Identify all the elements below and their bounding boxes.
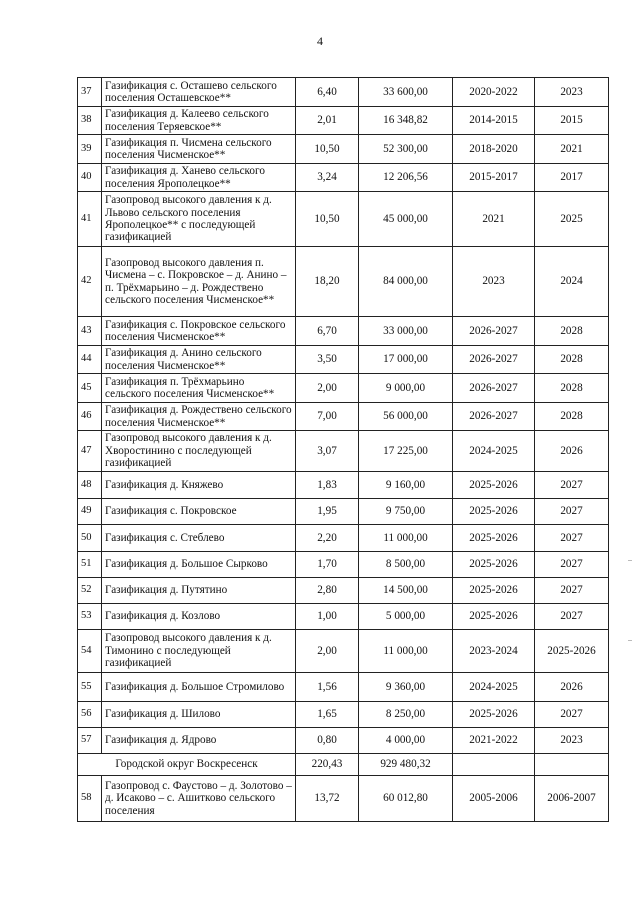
row-year: 2028 xyxy=(535,374,609,403)
row-name: Газификация с. Покровское xyxy=(102,499,296,525)
table-row xyxy=(78,552,609,578)
row-name: Газификация д. Рождествено сельского поселения Чисменское** xyxy=(102,403,296,431)
row-name: Газификация с. Стеблево xyxy=(102,525,296,552)
row-cost: 17 225,00 xyxy=(359,431,453,472)
row-name: Газификация д. Козлово xyxy=(102,604,296,630)
table-row xyxy=(78,472,609,499)
row-length: 1,65 xyxy=(296,702,359,728)
row-length: 2,00 xyxy=(296,630,359,673)
row-cost: 14 500,00 xyxy=(359,578,453,604)
subtotal-row xyxy=(78,754,609,776)
row-period: 2026-2027 xyxy=(453,346,535,374)
row-period: 2021 xyxy=(453,192,535,247)
row-length: 10,50 xyxy=(296,192,359,247)
row-name: Газопровод высокого давления к д. Тимонино с последующей газификацией xyxy=(102,630,296,673)
row-number: 48 xyxy=(78,472,102,499)
row-year: 2006-2007 xyxy=(535,776,609,822)
row-cost: 12 206,56 xyxy=(359,164,453,192)
table-row xyxy=(78,135,609,164)
row-period: 2025-2026 xyxy=(453,578,535,604)
row-number: 39 xyxy=(78,135,102,164)
row-name: Газификация д. Ханево сельского поселения Ярополецкое** xyxy=(102,164,296,192)
row-name: Газопровод высокого давления п. Чисмена – с. Покровское – д. Анино – п. Трёхмарьино – д. Рождествено сельского поселения Чисменское** xyxy=(102,247,296,317)
table-row xyxy=(78,525,609,552)
row-number: 38 xyxy=(78,107,102,135)
table-row xyxy=(78,317,609,346)
row-length: 0,80 xyxy=(296,728,359,754)
row-number: 40 xyxy=(78,164,102,192)
table-row xyxy=(78,247,609,317)
row-number: 51 xyxy=(78,552,102,578)
row-name: Газопровод высокого давления к д. Хворостинино с последующей газификацией xyxy=(102,431,296,472)
row-name: Газификация с. Осташево сельского поселения Осташевское** xyxy=(102,78,296,107)
row-number: 53 xyxy=(78,604,102,630)
row-number: 46 xyxy=(78,403,102,431)
row-length: 6,40 xyxy=(296,78,359,107)
row-period: 2025-2026 xyxy=(453,702,535,728)
row-cost: 56 000,00 xyxy=(359,403,453,431)
row-cost: 8 500,00 xyxy=(359,552,453,578)
table-row xyxy=(78,630,609,673)
row-cost: 9 360,00 xyxy=(359,673,453,702)
subtotal-period-empty xyxy=(453,754,535,776)
row-length: 13,72 xyxy=(296,776,359,822)
row-period: 2024-2025 xyxy=(453,673,535,702)
row-number: 45 xyxy=(78,374,102,403)
row-number: 43 xyxy=(78,317,102,346)
table-row xyxy=(78,346,609,374)
row-cost: 9 000,00 xyxy=(359,374,453,403)
row-number: 44 xyxy=(78,346,102,374)
row-length: 10,50 xyxy=(296,135,359,164)
row-length: 1,83 xyxy=(296,472,359,499)
row-cost: 9 750,00 xyxy=(359,499,453,525)
row-length: 1,95 xyxy=(296,499,359,525)
table-row xyxy=(78,702,609,728)
row-name: Газификация д. Путятино xyxy=(102,578,296,604)
row-year: 2025 xyxy=(535,192,609,247)
row-name: Газификация д. Калеево сельского поселения Теряевское** xyxy=(102,107,296,135)
row-cost: 11 000,00 xyxy=(359,525,453,552)
scan-edge-mark xyxy=(628,640,632,641)
row-year: 2024 xyxy=(535,247,609,317)
row-cost: 16 348,82 xyxy=(359,107,453,135)
row-year: 2028 xyxy=(535,317,609,346)
row-cost: 17 000,00 xyxy=(359,346,453,374)
row-period: 2026-2027 xyxy=(453,403,535,431)
row-number: 52 xyxy=(78,578,102,604)
row-length: 1,00 xyxy=(296,604,359,630)
row-name: Газопровод с. Фаустово – д. Золотово – д. Исаково – с. Ашитково сельского поселения xyxy=(102,776,296,822)
table-body xyxy=(78,78,609,754)
row-period: 2021-2022 xyxy=(453,728,535,754)
row-period: 2025-2026 xyxy=(453,499,535,525)
row-number: 58 xyxy=(78,776,102,822)
row-number: 57 xyxy=(78,728,102,754)
row-number: 50 xyxy=(78,525,102,552)
row-period: 2026-2027 xyxy=(453,374,535,403)
row-length: 3,50 xyxy=(296,346,359,374)
row-year: 2023 xyxy=(535,78,609,107)
row-number: 55 xyxy=(78,673,102,702)
row-name: Газификация д. Большое Стромилово xyxy=(102,673,296,702)
table-row xyxy=(78,192,609,247)
row-length: 2,00 xyxy=(296,374,359,403)
row-cost: 8 250,00 xyxy=(359,702,453,728)
row-year: 2027 xyxy=(535,552,609,578)
row-name: Газификация п. Трёхмарьино сельского поселения Чисменское** xyxy=(102,374,296,403)
table-row xyxy=(78,673,609,702)
row-length: 1,70 xyxy=(296,552,359,578)
row-period: 2023-2024 xyxy=(453,630,535,673)
row-number: 37 xyxy=(78,78,102,107)
row-year: 2026 xyxy=(535,431,609,472)
row-number: 47 xyxy=(78,431,102,472)
row-year: 2023 xyxy=(535,728,609,754)
row-name: Газификация д. Большое Сырково xyxy=(102,552,296,578)
row-year: 2027 xyxy=(535,604,609,630)
row-period: 2025-2026 xyxy=(453,604,535,630)
row-period: 2025-2026 xyxy=(453,472,535,499)
row-length: 2,80 xyxy=(296,578,359,604)
subtotal-year-empty xyxy=(535,754,609,776)
row-name: Газопровод высокого давления к д. Львово сельского поселения Ярополецкое** с последующей газификацией xyxy=(102,192,296,247)
row-period: 2023 xyxy=(453,247,535,317)
row-period: 2026-2027 xyxy=(453,317,535,346)
row-cost: 52 300,00 xyxy=(359,135,453,164)
table-row xyxy=(78,403,609,431)
page-number: 4 xyxy=(317,34,323,48)
row-name: Газификация д. Шилово xyxy=(102,702,296,728)
row-year: 2027 xyxy=(535,578,609,604)
row-name: Газификация д. Княжево xyxy=(102,472,296,499)
row-length: 3,07 xyxy=(296,431,359,472)
row-cost: 9 160,00 xyxy=(359,472,453,499)
table-row xyxy=(78,164,609,192)
row-period: 2025-2026 xyxy=(453,525,535,552)
row-number: 49 xyxy=(78,499,102,525)
row-period: 2024-2025 xyxy=(453,431,535,472)
row-name: Газификация п. Чисмена сельского поселения Чисменское** xyxy=(102,135,296,164)
row-cost: 84 000,00 xyxy=(359,247,453,317)
row-length: 3,24 xyxy=(296,164,359,192)
row-year: 2028 xyxy=(535,403,609,431)
row-name: Газификация с. Покровское сельского поселения Чисменское** xyxy=(102,317,296,346)
row-cost: 5 000,00 xyxy=(359,604,453,630)
row-year: 2027 xyxy=(535,499,609,525)
subtotal-cost: 929 480,32 xyxy=(359,754,453,776)
row-length: 6,70 xyxy=(296,317,359,346)
row-length: 18,20 xyxy=(296,247,359,317)
row-period: 2020-2022 xyxy=(453,78,535,107)
row-cost: 33 000,00 xyxy=(359,317,453,346)
row-period: 2025-2026 xyxy=(453,552,535,578)
subtotal-length: 220,43 xyxy=(296,754,359,776)
row-period: 2005-2006 xyxy=(453,776,535,822)
table-row xyxy=(78,78,609,107)
row-year: 2027 xyxy=(535,525,609,552)
scan-edge-mark xyxy=(628,560,632,561)
row-year: 2026 xyxy=(535,673,609,702)
row-cost: 60 012,80 xyxy=(359,776,453,822)
row-period: 2018-2020 xyxy=(453,135,535,164)
row-name: Газификация д. Ядрово xyxy=(102,728,296,754)
table-row xyxy=(78,578,609,604)
row-number: 41 xyxy=(78,192,102,247)
row-year: 2027 xyxy=(535,472,609,499)
table-row xyxy=(78,107,609,135)
row-year: 2015 xyxy=(535,107,609,135)
row-length: 2,01 xyxy=(296,107,359,135)
table-row xyxy=(78,499,609,525)
row-length: 1,56 xyxy=(296,673,359,702)
row-number: 54 xyxy=(78,630,102,673)
row-cost: 11 000,00 xyxy=(359,630,453,673)
row-period: 2014-2015 xyxy=(453,107,535,135)
table-row xyxy=(78,604,609,630)
row-number: 42 xyxy=(78,247,102,317)
table-row xyxy=(78,431,609,472)
table-row xyxy=(78,728,609,754)
row-cost: 4 000,00 xyxy=(359,728,453,754)
row-cost: 45 000,00 xyxy=(359,192,453,247)
gasification-table xyxy=(77,77,609,822)
row-cost: 33 600,00 xyxy=(359,78,453,107)
subtotal-label: Городской округ Воскресенск xyxy=(78,754,296,776)
row-period: 2015-2017 xyxy=(453,164,535,192)
row-name: Газификация д. Анино сельского поселения Чисменское** xyxy=(102,346,296,374)
row-year: 2025-2026 xyxy=(535,630,609,673)
table-row-last xyxy=(78,776,609,822)
row-length: 7,00 xyxy=(296,403,359,431)
row-length: 2,20 xyxy=(296,525,359,552)
row-year: 2017 xyxy=(535,164,609,192)
row-year: 2027 xyxy=(535,702,609,728)
row-year: 2021 xyxy=(535,135,609,164)
row-number: 56 xyxy=(78,702,102,728)
row-year: 2028 xyxy=(535,346,609,374)
table-row xyxy=(78,374,609,403)
